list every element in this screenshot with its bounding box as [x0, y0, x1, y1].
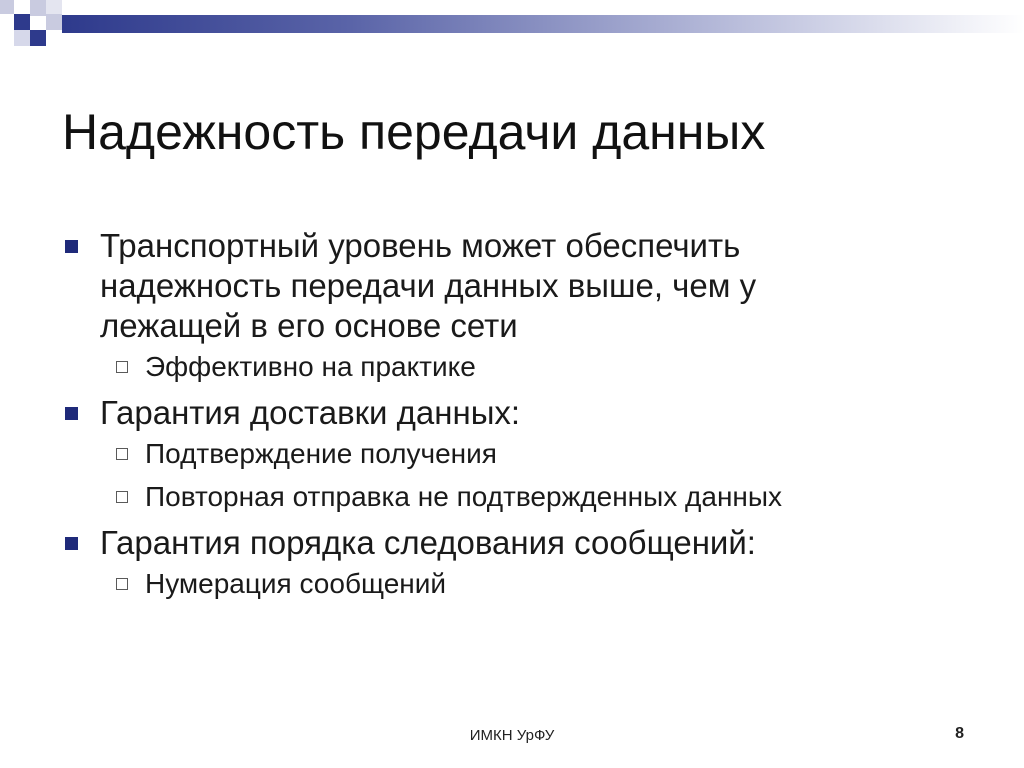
filled-square-bullet-icon — [65, 240, 78, 253]
sub-bullet-item — [62, 567, 962, 601]
bullet-text: Гарантия доставки данных: — [100, 394, 521, 431]
hollow-square-bullet-icon — [116, 578, 128, 590]
sub-bullet-item — [62, 350, 962, 384]
bullet-text: Гарантия порядка следования сообщений: — [100, 524, 756, 561]
deco-square — [46, 14, 62, 30]
deco-square — [14, 14, 30, 30]
page-number: 8 — [955, 725, 964, 742]
sub-bullet-text: Повторная отправка не подтвержденных данных — [145, 481, 782, 512]
bullet-text-line: лежащей в его основе сети — [100, 307, 518, 344]
sub-bullet-text: Нумерация сообщений — [145, 568, 447, 599]
sub-bullet-item — [62, 437, 962, 471]
slide-title: Надежность передачи данных — [62, 104, 766, 160]
header-decoration — [0, 0, 1024, 60]
filled-square-bullet-icon — [65, 407, 78, 420]
hollow-square-bullet-icon — [116, 491, 128, 503]
bullet-item — [62, 226, 962, 346]
deco-square — [46, 0, 62, 14]
sub-bullet-text: Подтверждение получения — [145, 438, 497, 469]
sub-bullet-item — [62, 480, 962, 514]
deco-square — [14, 30, 30, 46]
slide-content — [62, 226, 962, 610]
footer-org: ИМКН УрФУ — [469, 727, 555, 744]
filled-square-bullet-icon — [65, 537, 78, 550]
bullet-item — [62, 523, 962, 563]
deco-square — [30, 0, 46, 16]
hollow-square-bullet-icon — [116, 361, 128, 373]
hollow-square-bullet-icon — [116, 448, 128, 460]
deco-square — [30, 30, 46, 46]
bullet-text-line: надежность передачи данных выше, чем у — [100, 267, 757, 304]
bullet-text-line: Транспортный уровень может обеспечить — [100, 227, 741, 264]
deco-square — [0, 0, 14, 14]
sub-bullet-text: Эффективно на практике — [145, 351, 476, 382]
header-gradient-bar — [62, 15, 1024, 33]
bullet-item — [62, 393, 962, 433]
